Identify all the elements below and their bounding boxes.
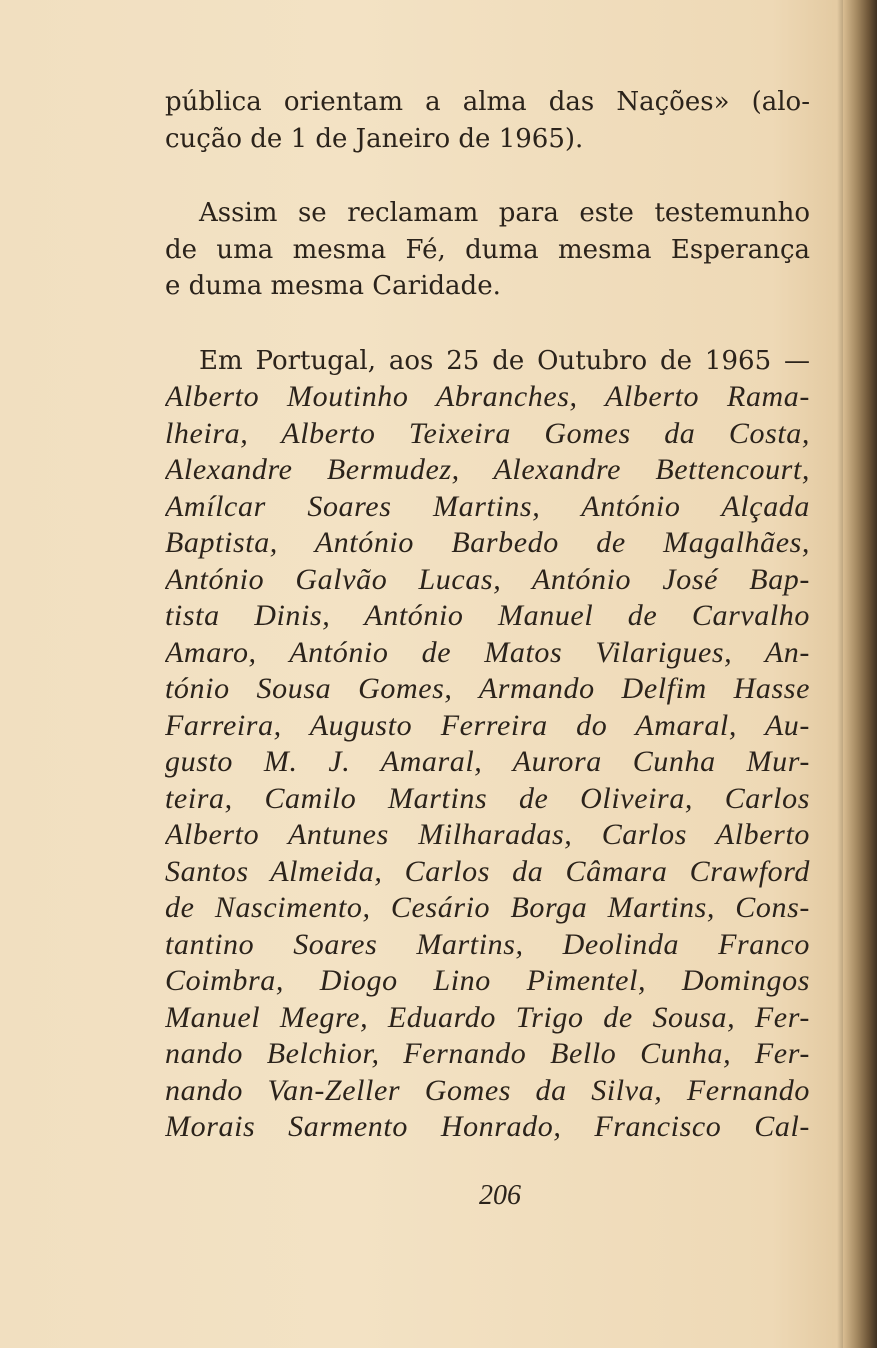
paragraph-allocution bbox=[165, 84, 810, 157]
names-line: Alberto Moutinho Abranches, Alberto Rama- bbox=[165, 380, 810, 413]
names-line: Farreira, Augusto Ferreira do Amaral, Au- bbox=[165, 708, 810, 742]
names-line: António Galvão Lucas, António José Bap- bbox=[165, 562, 810, 596]
paragraph-testimony bbox=[165, 195, 810, 305]
paragraph-spacer bbox=[165, 305, 810, 343]
page-body-text bbox=[165, 84, 810, 1146]
names-line: lheira, Alberto Teixeira Gomes da Costa, bbox=[165, 416, 810, 450]
names-line: Alexandre Bermudez, Alexandre Bettencourt, bbox=[165, 453, 810, 486]
page-number: 206 bbox=[479, 1180, 521, 1211]
names-line: Amaro, António de Matos Vilarigues, An- bbox=[165, 635, 810, 669]
names-line: teira, Camilo Martins de Oliveira, Carlos bbox=[165, 781, 810, 815]
signatory-names-list bbox=[165, 379, 810, 1146]
names-line: Amílcar Soares Martins, António Alçada bbox=[165, 489, 810, 523]
names-line: tantino Soares Martins, Deolinda Franco bbox=[165, 927, 810, 961]
text-line: Assim se reclamam para este testemunho bbox=[199, 198, 810, 228]
paragraph-signatories bbox=[165, 343, 810, 1146]
names-line: Coimbra, Diogo Lino Pimentel, Domingos bbox=[165, 964, 810, 997]
book-spine-edge bbox=[843, 0, 877, 1348]
text-line: e duma mesma Caridade. bbox=[165, 271, 501, 301]
names-line: nando Belchior, Fernando Bello Cunha, Fer- bbox=[165, 1037, 810, 1070]
paragraph-spacer bbox=[165, 157, 810, 195]
names-line: Morais Sarmento Honrado, Francisco Cal- bbox=[165, 1110, 810, 1143]
names-line: gusto M. J. Amaral, Aurora Cunha Mur- bbox=[165, 745, 810, 778]
names-line: tista Dinis, António Manuel de Carvalho bbox=[165, 599, 810, 632]
names-line: Santos Almeida, Carlos da Câmara Crawford bbox=[165, 854, 810, 888]
names-line: tónio Sousa Gomes, Armando Delfim Hasse bbox=[165, 672, 810, 705]
names-line: nando Van-Zeller Gomes da Silva, Fernando bbox=[165, 1073, 810, 1107]
text-line: cução de 1 de Janeiro de 1965). bbox=[165, 123, 584, 154]
names-line: de Nascimento, Cesário Borga Martins, Cons- bbox=[165, 891, 810, 924]
dateline: Em Portugal, aos 25 de Outubro de 1965 — bbox=[199, 345, 810, 376]
text-line: de uma mesma Fé, duma mesma Esperança bbox=[165, 234, 810, 265]
names-line: Baptista, António Barbedo de Magalhães, bbox=[165, 526, 810, 559]
names-line: Manuel Megre, Eduardo Trigo de Sousa, Fer- bbox=[165, 1000, 810, 1034]
names-line: Alberto Antunes Milharadas, Carlos Alberto bbox=[165, 818, 810, 851]
text-line: pública orientam a alma das Nações» (alo- bbox=[165, 87, 810, 117]
